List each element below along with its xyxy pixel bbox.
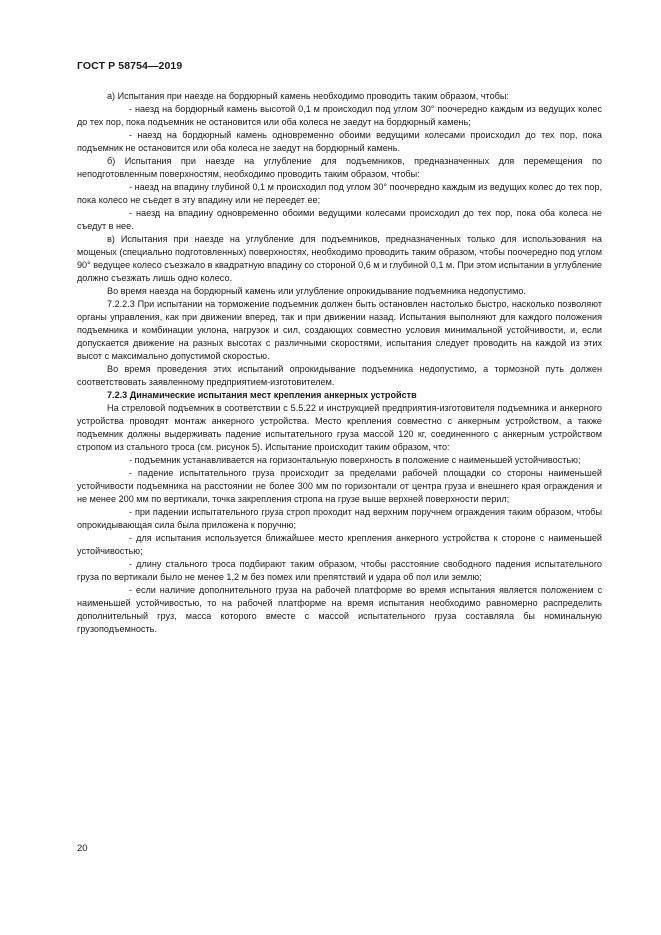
list-item: - наезд на бордюрный камень одновременно обоими ведущими колесами происходил до тех пор, пока подъемник не остановится или оба колеса не заедут на бордюрный камень. [77, 130, 602, 153]
section-heading: 7.2.3 Динамические испытания мест крепления анкерных устройств [107, 390, 417, 400]
paragraph: На стреловой подъемник в соответствии с 5.5.22 и инструкцией предприятия-изготовителя подъемника и анкерного устройства проводят монтаж анкерного устройства. Место крепления совместно с анкерным устройством, а также подъемник должны выдерживать падение испытательного груза массой 120 кг, соединенного с анкерным устройством стропом из стального троса (см. рисунок 5). Испытание происходит таким образом, что: [77, 403, 602, 452]
list-item: - подъемник устанавливается на горизонтальную поверхность в положение с наименьшей устойчивостью; [129, 455, 581, 465]
list-item: - для испытания используется ближайшее место крепления анкерного устройства к стороне с наименьшей устойчивостью; [77, 533, 602, 556]
document-body [77, 90, 602, 636]
list-item: - наезд на впадину глубиной 0,1 м происходил под углом 30° поочередно каждым из ведущих колес до тех пор, пока колесо не съедет в эту впадину или не переедет ее; [77, 182, 602, 205]
list-item: - длину стального троса подбирают таким образом, чтобы расстояние свободного падения испытательного груза по вертикали было не менее 1,2 м без помех или препятствий и удара об пол или землю; [77, 559, 602, 582]
list-item: - если наличие дополнительного груза на рабочей платформе во время испытания является положением с наименьшей устойчивостью, то на рабочей платформе на время испытания необходимо равномерно распределить дополнительный груз, масса которого вместе с массой испытательного груза составляла бы номинальную грузоподъемность. [77, 585, 602, 634]
paragraph: а) Испытания при наезде на бордюрный камень необходимо проводить таким образом, чтобы: [107, 91, 509, 101]
paragraph: Во время проведения этих испытаний опрокидывание подъемника недопустимо, а тормозной путь должен соответствовать заявленному предприятием-изготовителем. [77, 364, 602, 387]
list-item: - наезд на впадину одновременно обоими ведущими колесами происходил до тех пор, пока оба колеса не съедут в нее. [77, 208, 602, 231]
page-number: 20 [77, 843, 88, 854]
paragraph: Во время наезда на бордюрный камень или углубление опрокидывание подъемника недопустимо. [107, 286, 526, 296]
paragraph: б) Испытания при наезде на углубление для подъемников, предназначенных для перемещения по неподготовленным поверхностям, необходимо проводить таким образом, чтобы: [77, 156, 602, 179]
paragraph: 7.2.2.3 При испытании на торможение подъемник должен быть остановлен настолько быстро, насколько позволяют органы управления, как при движении вперед, так и при движении назад. Испытания выполняют для каждого положения подъемника и комбинации уклона, нагрузок и сил, создающих совместно условия минимальной устойчивости, и, если допускается движение на разных высотах с различными скоростями, испытания следует проводить на каждой из этих высот с максимально допустимой скоростью. [77, 299, 602, 361]
list-item: - наезд на бордюрный камень высотой 0,1 м происходил под углом 30° поочередно каждым из ведущих колес до тех пор, пока подъемник не остановится или оба колеса не заедут на бордюрный камень; [77, 104, 602, 127]
paragraph: в) Испытания при наезде на углубление для подъемников, предназначенных только для использования на мощеных (специально подготовленных) поверхностях, необходимо проводить таким образом, чтобы поочередно под углом 90° ведущее колесо съезжало в квадратную впадину со стороной 0,6 м и глубиной 0,1 м. При этом испытании в углубление должно съезжать лишь одно колесо. [77, 234, 602, 283]
list-item: - падение испытательного груза происходит за пределами рабочей площадки со стороны наименьшей устойчивости подъемника на расстоянии не более 300 мм по горизонтали от центра груза и внешнего края ограждения и не менее 200 мм по вертикали, точка закрепления стропа на грузе выше верхней поверхности перил; [77, 468, 602, 504]
list-item: - при падении испытательного груза строп проходит над верхним поручнем ограждения таким образом, чтобы опрокидывающая сила была приложена к поручню; [77, 507, 602, 530]
document-standard-header: ГОСТ Р 58754—2019 [77, 60, 183, 72]
